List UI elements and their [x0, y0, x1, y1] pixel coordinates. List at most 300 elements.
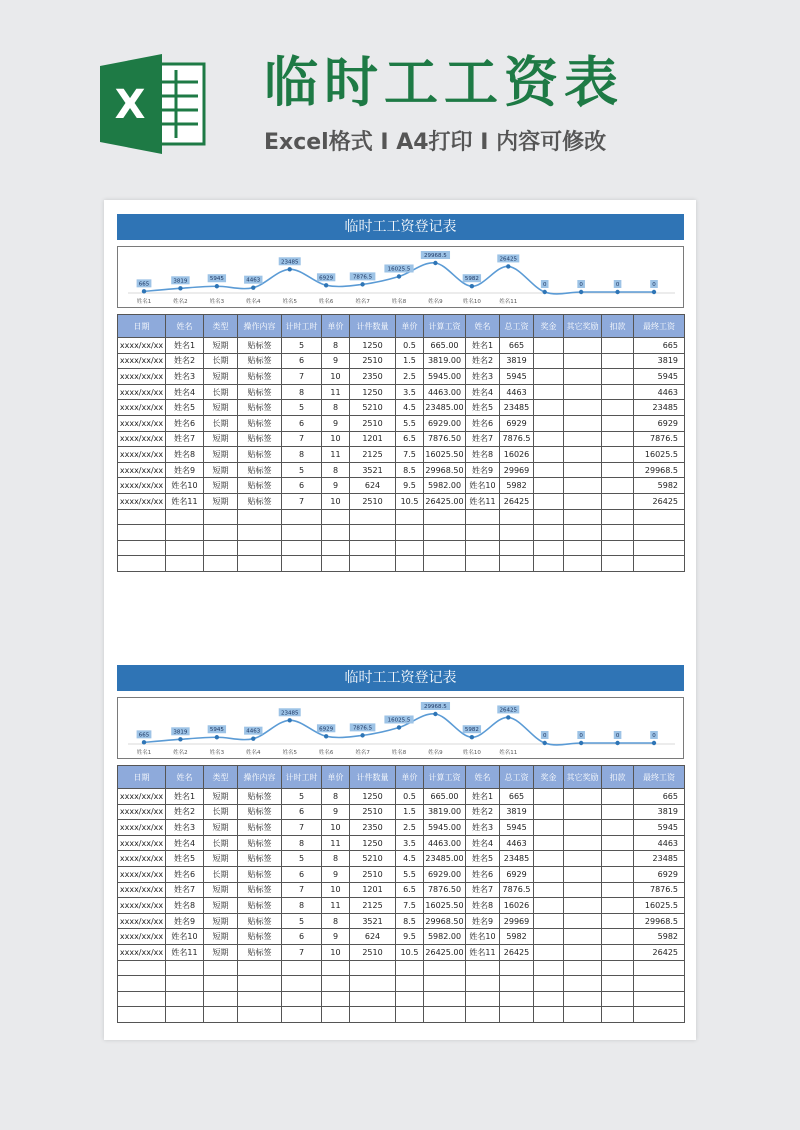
table-cell[interactable]: [564, 866, 602, 882]
table-cell[interactable]: 姓名7: [466, 431, 500, 447]
table-cell[interactable]: [534, 400, 564, 416]
table-cell[interactable]: [534, 866, 564, 882]
table-cell[interactable]: [424, 991, 466, 1007]
table-cell[interactable]: [166, 509, 204, 525]
table-cell[interactable]: 姓名5: [166, 400, 204, 416]
table-cell[interactable]: [534, 415, 564, 431]
table-cell[interactable]: 姓名4: [166, 835, 204, 851]
table-cell[interactable]: [602, 431, 634, 447]
table-cell[interactable]: 10.5: [396, 944, 424, 960]
table-cell[interactable]: [602, 400, 634, 416]
table-cell[interactable]: 8: [282, 835, 322, 851]
table-cell[interactable]: 长期: [204, 866, 238, 882]
table-cell[interactable]: [602, 493, 634, 509]
table-cell[interactable]: [466, 556, 500, 572]
table-cell[interactable]: [350, 976, 396, 992]
table-cell[interactable]: 姓名10: [166, 929, 204, 945]
table-cell[interactable]: [204, 991, 238, 1007]
table-cell[interactable]: 姓名9: [466, 913, 500, 929]
table-cell[interactable]: 7876.5: [634, 431, 685, 447]
table-cell[interactable]: [564, 882, 602, 898]
table-cell[interactable]: 16025.50: [424, 447, 466, 463]
table-cell[interactable]: 1250: [350, 789, 396, 805]
table-cell[interactable]: 3819.00: [424, 804, 466, 820]
table-cell[interactable]: [282, 540, 322, 556]
table-cell[interactable]: [602, 338, 634, 354]
table-cell[interactable]: [322, 540, 350, 556]
table-cell[interactable]: [634, 509, 685, 525]
table-cell[interactable]: 姓名5: [466, 400, 500, 416]
table-cell[interactable]: [564, 913, 602, 929]
table-cell[interactable]: [204, 540, 238, 556]
table-cell[interactable]: [564, 944, 602, 960]
table-cell[interactable]: [466, 525, 500, 541]
table-cell[interactable]: xxxx/xx/xx: [118, 338, 166, 354]
table-cell[interactable]: [534, 882, 564, 898]
table-cell[interactable]: 11: [322, 835, 350, 851]
table-cell[interactable]: [534, 804, 564, 820]
table-cell[interactable]: [396, 556, 424, 572]
table-cell[interactable]: [534, 898, 564, 914]
table-cell[interactable]: [282, 960, 322, 976]
table-cell[interactable]: 6: [282, 804, 322, 820]
table-cell[interactable]: [350, 960, 396, 976]
table-cell[interactable]: 10: [322, 820, 350, 836]
table-cell[interactable]: 4.5: [396, 851, 424, 867]
table-cell[interactable]: [564, 804, 602, 820]
table-cell[interactable]: 长期: [204, 384, 238, 400]
table-cell[interactable]: [602, 478, 634, 494]
table-cell[interactable]: 5945.00: [424, 820, 466, 836]
table-cell[interactable]: 长期: [204, 835, 238, 851]
table-cell[interactable]: 29968.50: [424, 462, 466, 478]
table-cell[interactable]: [500, 1007, 534, 1023]
table-cell[interactable]: xxxx/xx/xx: [118, 431, 166, 447]
table-cell[interactable]: 姓名11: [166, 493, 204, 509]
table-cell[interactable]: 2510: [350, 353, 396, 369]
table-cell[interactable]: [322, 991, 350, 1007]
table-cell[interactable]: [634, 1007, 685, 1023]
table-cell[interactable]: 短期: [204, 944, 238, 960]
table-cell[interactable]: xxxx/xx/xx: [118, 866, 166, 882]
table-cell[interactable]: 9: [322, 353, 350, 369]
table-cell[interactable]: 5982.00: [424, 478, 466, 494]
table-cell[interactable]: 6929: [634, 415, 685, 431]
table-cell[interactable]: 贴标签: [238, 804, 282, 820]
table-cell[interactable]: 9.5: [396, 478, 424, 494]
table-cell[interactable]: [602, 866, 634, 882]
table-cell[interactable]: 6: [282, 478, 322, 494]
table-cell[interactable]: [534, 493, 564, 509]
table-cell[interactable]: 贴标签: [238, 447, 282, 463]
table-cell[interactable]: [322, 525, 350, 541]
table-cell[interactable]: 6: [282, 415, 322, 431]
table-cell[interactable]: 29968.5: [634, 462, 685, 478]
table-cell[interactable]: [564, 835, 602, 851]
table-cell[interactable]: 16025.5: [634, 447, 685, 463]
table-cell[interactable]: xxxx/xx/xx: [118, 820, 166, 836]
table-cell[interactable]: [602, 525, 634, 541]
table-cell[interactable]: 665: [500, 338, 534, 354]
table-cell[interactable]: [634, 556, 685, 572]
table-cell[interactable]: 8.5: [396, 913, 424, 929]
table-cell[interactable]: 姓名3: [466, 369, 500, 385]
table-cell[interactable]: 8: [322, 400, 350, 416]
table-cell[interactable]: 5945: [634, 820, 685, 836]
table-cell[interactable]: [500, 960, 534, 976]
table-cell[interactable]: [118, 556, 166, 572]
table-cell[interactable]: [634, 540, 685, 556]
table-cell[interactable]: [350, 991, 396, 1007]
table-cell[interactable]: 7: [282, 369, 322, 385]
table-cell[interactable]: [118, 991, 166, 1007]
table-cell[interactable]: 姓名7: [166, 431, 204, 447]
table-cell[interactable]: [534, 338, 564, 354]
table-cell[interactable]: 11: [322, 384, 350, 400]
table-cell[interactable]: 5945.00: [424, 369, 466, 385]
table-cell[interactable]: [534, 525, 564, 541]
table-cell[interactable]: [534, 540, 564, 556]
table-cell[interactable]: 5945: [500, 820, 534, 836]
table-cell[interactable]: 5: [282, 462, 322, 478]
table-cell[interactable]: 29969: [500, 913, 534, 929]
table-cell[interactable]: [166, 991, 204, 1007]
table-cell[interactable]: 16026: [500, 447, 534, 463]
table-cell[interactable]: [118, 509, 166, 525]
table-cell[interactable]: [634, 960, 685, 976]
table-cell[interactable]: [564, 525, 602, 541]
table-cell[interactable]: 9.5: [396, 929, 424, 945]
table-cell[interactable]: 短期: [204, 478, 238, 494]
table-cell[interactable]: [238, 540, 282, 556]
table-cell[interactable]: 贴标签: [238, 493, 282, 509]
table-cell[interactable]: 贴标签: [238, 400, 282, 416]
table-cell[interactable]: 10: [322, 431, 350, 447]
table-cell[interactable]: [322, 976, 350, 992]
table-cell[interactable]: [238, 1007, 282, 1023]
table-cell[interactable]: 姓名9: [466, 462, 500, 478]
table-cell[interactable]: 665.00: [424, 338, 466, 354]
table-cell[interactable]: [500, 991, 534, 1007]
table-cell[interactable]: 7876.5: [500, 431, 534, 447]
table-cell[interactable]: [564, 493, 602, 509]
table-cell[interactable]: 6929.00: [424, 415, 466, 431]
table-cell[interactable]: [564, 851, 602, 867]
table-cell[interactable]: 姓名10: [466, 929, 500, 945]
table-cell[interactable]: 5.5: [396, 866, 424, 882]
table-cell[interactable]: [602, 913, 634, 929]
table-cell[interactable]: 665: [500, 789, 534, 805]
table-cell[interactable]: [282, 556, 322, 572]
table-cell[interactable]: [564, 338, 602, 354]
table-cell[interactable]: [602, 540, 634, 556]
table-cell[interactable]: [564, 540, 602, 556]
table-cell[interactable]: 贴标签: [238, 415, 282, 431]
table-cell[interactable]: 9: [322, 929, 350, 945]
table-cell[interactable]: 9: [322, 478, 350, 494]
table-cell[interactable]: 2510: [350, 804, 396, 820]
table-cell[interactable]: 5: [282, 789, 322, 805]
table-cell[interactable]: 3521: [350, 462, 396, 478]
table-cell[interactable]: 贴标签: [238, 820, 282, 836]
table-cell[interactable]: 6: [282, 866, 322, 882]
table-cell[interactable]: [534, 478, 564, 494]
table-cell[interactable]: [424, 525, 466, 541]
table-cell[interactable]: 26425: [634, 493, 685, 509]
table-cell[interactable]: 贴标签: [238, 929, 282, 945]
table-cell[interactable]: [564, 509, 602, 525]
table-cell[interactable]: [204, 509, 238, 525]
table-cell[interactable]: 姓名9: [166, 462, 204, 478]
table-cell[interactable]: 26425: [500, 944, 534, 960]
table-cell[interactable]: [166, 960, 204, 976]
table-cell[interactable]: 7.5: [396, 447, 424, 463]
table-cell[interactable]: [534, 820, 564, 836]
table-cell[interactable]: 短期: [204, 447, 238, 463]
table-cell[interactable]: 贴标签: [238, 462, 282, 478]
table-cell[interactable]: [500, 509, 534, 525]
table-cell[interactable]: 5.5: [396, 415, 424, 431]
table-cell[interactable]: [238, 991, 282, 1007]
table-cell[interactable]: 7: [282, 882, 322, 898]
table-cell[interactable]: 姓名10: [466, 478, 500, 494]
table-cell[interactable]: 7876.5: [500, 882, 534, 898]
table-cell[interactable]: 8: [282, 898, 322, 914]
table-cell[interactable]: 8: [322, 851, 350, 867]
table-cell[interactable]: 贴标签: [238, 851, 282, 867]
table-cell[interactable]: [602, 835, 634, 851]
table-cell[interactable]: 2.5: [396, 369, 424, 385]
table-cell[interactable]: 23485: [500, 851, 534, 867]
table-cell[interactable]: [602, 462, 634, 478]
table-cell[interactable]: 23485: [634, 851, 685, 867]
table-cell[interactable]: 1250: [350, 835, 396, 851]
table-cell[interactable]: [602, 804, 634, 820]
table-cell[interactable]: xxxx/xx/xx: [118, 835, 166, 851]
table-cell[interactable]: 9: [322, 804, 350, 820]
table-cell[interactable]: 8: [322, 913, 350, 929]
table-cell[interactable]: [424, 976, 466, 992]
table-cell[interactable]: 姓名7: [466, 882, 500, 898]
table-cell[interactable]: 10: [322, 882, 350, 898]
table-cell[interactable]: [602, 851, 634, 867]
table-cell[interactable]: [534, 431, 564, 447]
table-cell[interactable]: [424, 556, 466, 572]
table-cell[interactable]: [500, 976, 534, 992]
table-cell[interactable]: 16025.50: [424, 898, 466, 914]
table-cell[interactable]: 5982.00: [424, 929, 466, 945]
table-cell[interactable]: 短期: [204, 400, 238, 416]
table-cell[interactable]: [238, 509, 282, 525]
table-cell[interactable]: 姓名4: [466, 384, 500, 400]
table-cell[interactable]: xxxx/xx/xx: [118, 462, 166, 478]
table-cell[interactable]: 2125: [350, 447, 396, 463]
table-cell[interactable]: [204, 960, 238, 976]
table-cell[interactable]: [466, 976, 500, 992]
table-cell[interactable]: [500, 540, 534, 556]
table-cell[interactable]: 姓名3: [166, 369, 204, 385]
table-cell[interactable]: [564, 820, 602, 836]
table-cell[interactable]: 11: [322, 898, 350, 914]
table-cell[interactable]: [564, 369, 602, 385]
table-cell[interactable]: [534, 913, 564, 929]
table-cell[interactable]: [602, 556, 634, 572]
table-cell[interactable]: [564, 960, 602, 976]
table-cell[interactable]: [396, 960, 424, 976]
table-cell[interactable]: 1201: [350, 882, 396, 898]
table-cell[interactable]: 9: [322, 866, 350, 882]
table-cell[interactable]: [500, 556, 534, 572]
table-cell[interactable]: 10: [322, 493, 350, 509]
table-cell[interactable]: [634, 525, 685, 541]
table-cell[interactable]: [282, 991, 322, 1007]
table-cell[interactable]: [466, 960, 500, 976]
table-cell[interactable]: [602, 1007, 634, 1023]
table-cell[interactable]: 5210: [350, 851, 396, 867]
table-cell[interactable]: 665: [634, 789, 685, 805]
table-cell[interactable]: 9: [322, 415, 350, 431]
table-cell[interactable]: 1.5: [396, 804, 424, 820]
table-cell[interactable]: [238, 976, 282, 992]
table-cell[interactable]: [564, 898, 602, 914]
table-cell[interactable]: 3819.00: [424, 353, 466, 369]
table-cell[interactable]: [322, 509, 350, 525]
table-cell[interactable]: [564, 991, 602, 1007]
table-cell[interactable]: 1201: [350, 431, 396, 447]
table-cell[interactable]: [534, 447, 564, 463]
table-cell[interactable]: 姓名6: [166, 415, 204, 431]
table-cell[interactable]: [282, 509, 322, 525]
table-cell[interactable]: [166, 1007, 204, 1023]
table-cell[interactable]: 6: [282, 929, 322, 945]
table-cell[interactable]: 贴标签: [238, 353, 282, 369]
table-cell[interactable]: 8.5: [396, 462, 424, 478]
table-cell[interactable]: 姓名1: [166, 789, 204, 805]
table-cell[interactable]: [396, 540, 424, 556]
table-cell[interactable]: [166, 540, 204, 556]
table-cell[interactable]: xxxx/xx/xx: [118, 478, 166, 494]
table-cell[interactable]: 0.5: [396, 789, 424, 805]
table-cell[interactable]: [602, 944, 634, 960]
table-cell[interactable]: [602, 353, 634, 369]
table-cell[interactable]: 姓名8: [166, 898, 204, 914]
table-cell[interactable]: 1250: [350, 338, 396, 354]
table-cell[interactable]: [602, 976, 634, 992]
table-cell[interactable]: 10: [322, 369, 350, 385]
table-cell[interactable]: [564, 556, 602, 572]
table-cell[interactable]: 5945: [634, 369, 685, 385]
table-cell[interactable]: 7876.50: [424, 882, 466, 898]
table-cell[interactable]: 6929: [500, 866, 534, 882]
table-cell[interactable]: 姓名5: [466, 851, 500, 867]
table-cell[interactable]: [634, 976, 685, 992]
table-cell[interactable]: [602, 447, 634, 463]
table-cell[interactable]: 6929.00: [424, 866, 466, 882]
table-cell[interactable]: 贴标签: [238, 944, 282, 960]
table-cell[interactable]: [534, 509, 564, 525]
table-cell[interactable]: 短期: [204, 431, 238, 447]
table-cell[interactable]: 2510: [350, 493, 396, 509]
table-cell[interactable]: 姓名6: [466, 415, 500, 431]
table-cell[interactable]: [534, 789, 564, 805]
table-cell[interactable]: 29969: [500, 462, 534, 478]
table-cell[interactable]: 2.5: [396, 820, 424, 836]
table-cell[interactable]: 8: [282, 447, 322, 463]
table-cell[interactable]: [166, 525, 204, 541]
table-cell[interactable]: 29968.5: [634, 913, 685, 929]
table-cell[interactable]: [322, 556, 350, 572]
table-cell[interactable]: 贴标签: [238, 478, 282, 494]
table-cell[interactable]: 姓名11: [466, 493, 500, 509]
table-cell[interactable]: [396, 991, 424, 1007]
table-cell[interactable]: 5982: [500, 478, 534, 494]
table-cell[interactable]: 7876.5: [634, 882, 685, 898]
table-cell[interactable]: [466, 509, 500, 525]
table-cell[interactable]: 贴标签: [238, 835, 282, 851]
table-cell[interactable]: [396, 976, 424, 992]
table-cell[interactable]: 姓名2: [166, 353, 204, 369]
table-cell[interactable]: 长期: [204, 415, 238, 431]
table-cell[interactable]: [534, 1007, 564, 1023]
table-cell[interactable]: 姓名1: [466, 789, 500, 805]
table-cell[interactable]: xxxx/xx/xx: [118, 369, 166, 385]
table-cell[interactable]: 短期: [204, 913, 238, 929]
table-cell[interactable]: 贴标签: [238, 789, 282, 805]
table-cell[interactable]: 姓名1: [466, 338, 500, 354]
table-cell[interactable]: 姓名7: [166, 882, 204, 898]
table-cell[interactable]: 4463: [500, 835, 534, 851]
table-cell[interactable]: [350, 509, 396, 525]
table-cell[interactable]: 6: [282, 353, 322, 369]
table-cell[interactable]: [118, 1007, 166, 1023]
table-cell[interactable]: xxxx/xx/xx: [118, 789, 166, 805]
table-cell[interactable]: xxxx/xx/xx: [118, 804, 166, 820]
table-cell[interactable]: 5: [282, 338, 322, 354]
table-cell[interactable]: 665.00: [424, 789, 466, 805]
table-cell[interactable]: [204, 1007, 238, 1023]
table-cell[interactable]: 短期: [204, 929, 238, 945]
table-cell[interactable]: 3819: [634, 804, 685, 820]
table-cell[interactable]: [602, 509, 634, 525]
table-cell[interactable]: [204, 525, 238, 541]
table-cell[interactable]: xxxx/xx/xx: [118, 913, 166, 929]
table-cell[interactable]: 4463.00: [424, 384, 466, 400]
table-cell[interactable]: [118, 525, 166, 541]
table-cell[interactable]: xxxx/xx/xx: [118, 493, 166, 509]
table-cell[interactable]: 3.5: [396, 835, 424, 851]
table-cell[interactable]: [350, 1007, 396, 1023]
table-cell[interactable]: 8: [322, 338, 350, 354]
table-cell[interactable]: [602, 929, 634, 945]
table-cell[interactable]: 姓名9: [166, 913, 204, 929]
table-cell[interactable]: 4463: [500, 384, 534, 400]
table-cell[interactable]: xxxx/xx/xx: [118, 447, 166, 463]
table-cell[interactable]: [424, 540, 466, 556]
table-cell[interactable]: 5: [282, 851, 322, 867]
table-cell[interactable]: 3521: [350, 913, 396, 929]
table-cell[interactable]: [282, 1007, 322, 1023]
table-cell[interactable]: [282, 525, 322, 541]
table-cell[interactable]: 26425: [500, 493, 534, 509]
table-cell[interactable]: [534, 384, 564, 400]
table-cell[interactable]: xxxx/xx/xx: [118, 400, 166, 416]
table-cell[interactable]: [534, 556, 564, 572]
table-cell[interactable]: [564, 431, 602, 447]
table-cell[interactable]: [424, 1007, 466, 1023]
table-cell[interactable]: [534, 851, 564, 867]
table-cell[interactable]: 短期: [204, 338, 238, 354]
table-cell[interactable]: 4463: [634, 384, 685, 400]
